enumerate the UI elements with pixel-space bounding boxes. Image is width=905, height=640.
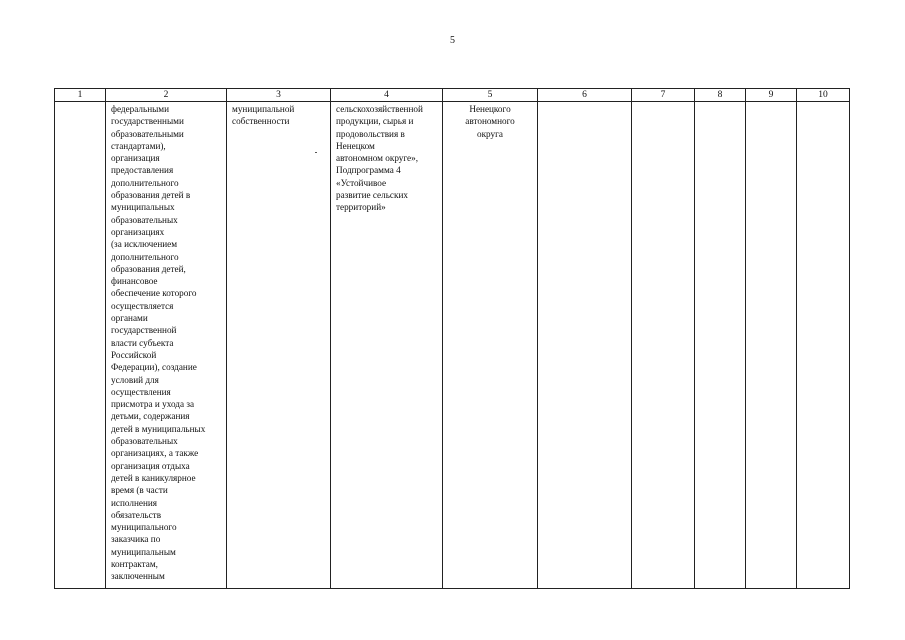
column-header-6: 6 (538, 89, 632, 102)
table-cell-col10 (797, 102, 850, 589)
column-header-4: 4 (331, 89, 443, 102)
cell-text: федеральными государственными образовательными стандартами), организация предоставления дополнительного образования детей в муниципальных образовательных организациях (за исключением дополнительного образования детей, финансовое обеспечение которого осуществляется органами государственной власти субъекта Российской Федерации), создание условий для осуществления присмотра и ухода за детьми, содержания детей в муниципальных образовательных организациях, а также организация отдыха детей в каникулярное время (в части исполнения обязательств муниципального заказчика по муниципальным контрактам, заключенным (111, 104, 206, 582)
column-header-8: 8 (695, 89, 746, 102)
table-row (55, 102, 850, 589)
column-header-1: 1 (55, 89, 106, 102)
cell-text: Ненецкого автономного округа (465, 104, 515, 139)
column-header-9: 9 (746, 89, 797, 102)
table-cell-col4 (331, 102, 443, 589)
table-cell-col2 (106, 102, 227, 589)
column-header-10: 10 (797, 89, 850, 102)
cell-text: муниципальной собственности (232, 104, 295, 127)
table-cell-col6 (538, 102, 632, 589)
column-header-5: 5 (443, 89, 538, 102)
table-cell-col1 (55, 102, 106, 589)
column-header-7: 7 (632, 89, 695, 102)
table-cell-col9 (746, 102, 797, 589)
table-cell-col8 (695, 102, 746, 589)
table-header-row (55, 89, 850, 102)
table-cell-col3 (227, 102, 331, 589)
document-table (54, 88, 850, 589)
page-number: 5 (450, 35, 455, 46)
column-header-3: 3 (227, 89, 331, 102)
cell-text: сельскохозяйственной продукции, сырья и продовольствия в Ненецком автономном округе», Подпрограмма 4 «Устойчивое развитие сельских территорий» (336, 104, 423, 213)
column-header-2: 2 (106, 89, 227, 102)
scan-speck (315, 152, 317, 153)
table-cell-col5 (443, 102, 538, 589)
table-cell-col7 (632, 102, 695, 589)
